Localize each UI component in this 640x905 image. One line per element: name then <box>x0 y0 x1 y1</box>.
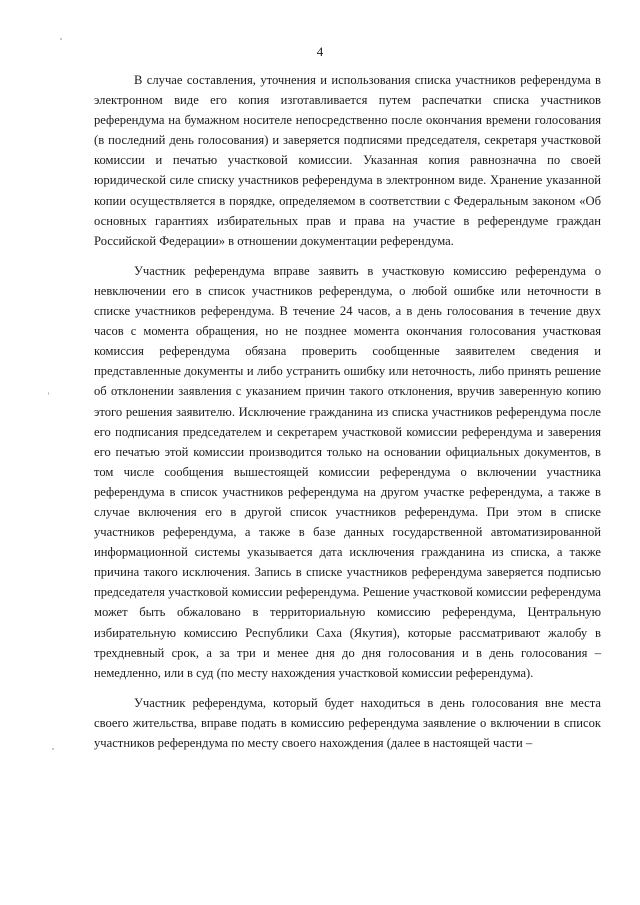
paragraph-electronic-list-copy: В случае составления, уточнения и использования списка участников референдума в электронном виде его копия изготавливается путем распечатки списка участников референдума на бумажном носителе непосредственно после окончания времени голосования (в последний день голосования) и заверяется подписями председателя, секретаря участковой комиссии и печатью участковой комиссии. Указанная копия равнозначна по своей юридической силе списку участников референдума в электронном виде. Хранение указанной копии осуществляется в порядке, определяемом в соответствии с Федеральным законом «Об основных гарантиях избирательных прав и права на участие в референдуме граждан Российской Федерации» в отношении документации референдума. <box>94 73 601 248</box>
document-body <box>94 70 601 753</box>
paragraph-list-error-claim: Участник референдума вправе заявить в участковую комиссию референдума о невключении его в список участников референдума, о любой ошибке или неточности в списке участников референдума. В течение 24 часов, а в день голосования в течение двух часов с момента обращения, но не позднее момента окончания голосования участковая комиссия референдума обязана проверить сообщенные заявителем сведения и представленные документы и либо устранить ошибку или неточность, либо принять решение об отклонении заявления с указанием причин такого отклонения, вручив заверенную копию этого решения заявителю. Исключение гражданина из списка участников референдума после его подписания председателем и секретарем участковой комиссии референдума и заверения его печатью этой комиссии производится только на основании официальных документов, в том числе сообщения вышестоящей комиссии референдума о включении участника референдума в список участников референдума на другом участке референдума, а также в случае включения его в другой список участников референдума. При этом в списке участников референдума, а также в базе данных государственной автоматизированной информационной системы указывается дата исключения гражданина из списка, а также причина такого исключения. Запись в списке участников референдума заверяется подписью председателя участковой комиссии референдума. Решение участковой комиссии референдума может быть обжаловано в территориальную комиссию референдума, Центральную избирательную комиссию Республики Саха (Якутия), которые рассматривают жалобу в трехдневный срок, а за три и менее дня до дня голосования и в день голосования – немедленно, или в суд (по месту нахождения участковой комиссии референдума). <box>94 263 601 680</box>
scan-speck <box>52 748 54 750</box>
scan-speck <box>48 392 49 395</box>
scan-speck <box>60 38 62 40</box>
page-number: 4 <box>316 44 324 59</box>
paragraph-absentee-inclusion: Участник референдума, который будет находиться в день голосования вне места своего жительства, вправе подать в комиссию референдума заявление о включении в список участников референдума по месту своего нахождения (далее в настоящей части – <box>94 695 601 750</box>
